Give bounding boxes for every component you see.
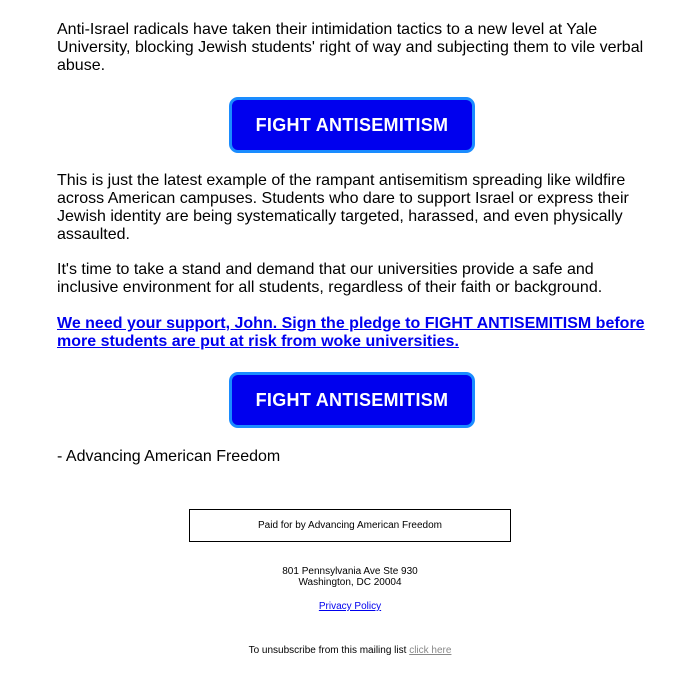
- mailing-address: [0, 566, 700, 588]
- fight-antisemitism-button-bottom[interactable]: FIGHT ANTISEMITISM: [229, 372, 475, 428]
- take-a-stand-paragraph: It's time to take a stand and demand that our universities provide a safe and inclusive environment for all students, regardless of their faith or background.: [57, 261, 603, 296]
- privacy-policy-link[interactable]: Privacy Policy: [318, 601, 382, 612]
- unsubscribe-link[interactable]: click here: [409, 645, 452, 656]
- cta-wrapper-bottom: [57, 372, 647, 428]
- signoff: - Advancing American Freedom: [57, 448, 281, 465]
- unsubscribe-text: To unsubscribe from this mailing list: [248, 645, 407, 656]
- unsubscribe-line: [0, 645, 700, 656]
- address-line-1: 801 Pennsylvania Ave Ste 930: [282, 566, 418, 577]
- fight-antisemitism-button-top[interactable]: FIGHT ANTISEMITISM: [229, 97, 475, 153]
- latest-example-paragraph: This is just the latest example of the rampant antisemitism spreading like wildfire across American campuses. Students who dare to support Israel or express their Jewish identity are being systematically targeted, harassed, and even physically assaulted.: [57, 172, 629, 243]
- sign-pledge-link[interactable]: We need your support, John. Sign the pledge to FIGHT ANTISEMITISM before more students are put at risk from woke universities.: [57, 315, 645, 350]
- email-content: [57, 21, 647, 466]
- pledge-link-wrapper: [57, 315, 647, 351]
- address-line-2: Washington, DC 20004: [298, 577, 402, 588]
- privacy-policy-wrapper: [0, 601, 700, 612]
- intro-paragraph: Anti-Israel radicals have taken their intimidation tactics to a new level at Yale University, blocking Jewish students' right of way and subjecting them to vile verbal abuse.: [57, 21, 644, 74]
- cta-wrapper-top: [57, 97, 647, 153]
- paid-for-disclaimer: Paid for by Advancing American Freedom: [189, 509, 511, 542]
